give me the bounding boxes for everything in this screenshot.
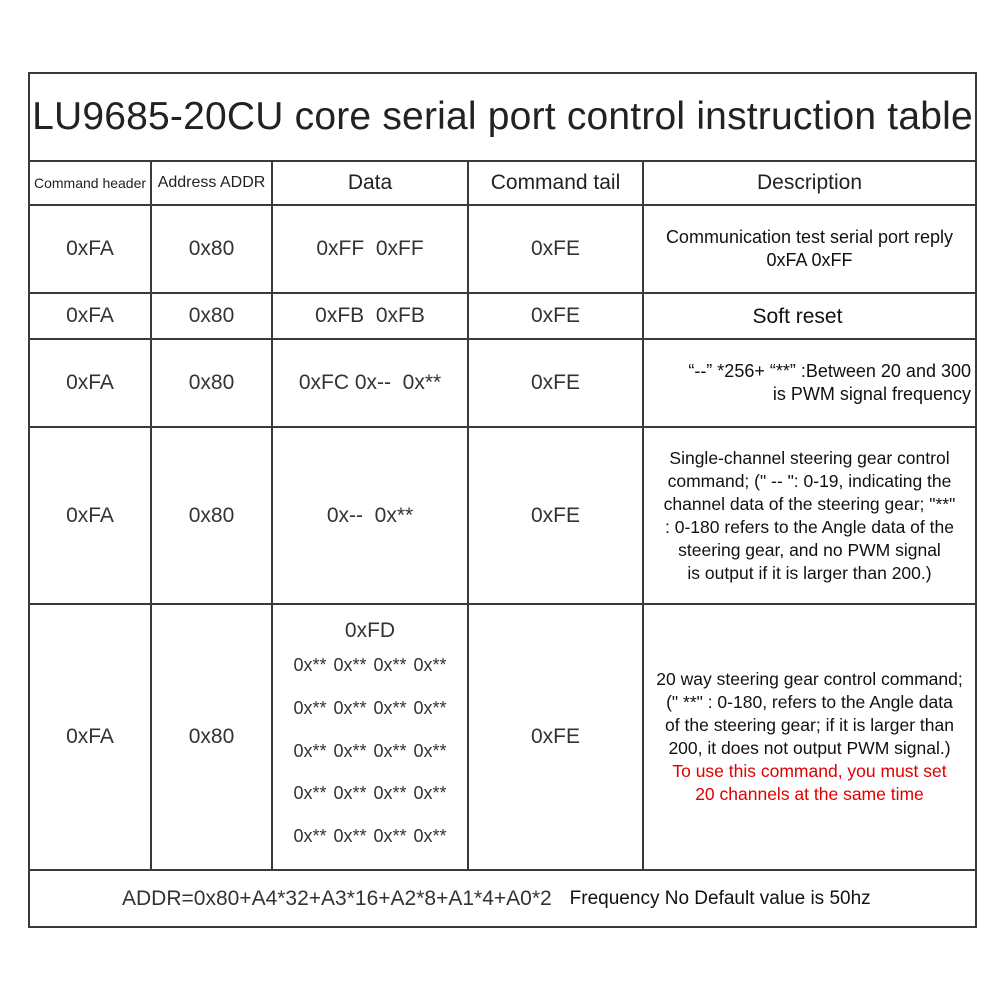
row3-command-tail: 0xFE: [530, 371, 580, 394]
header-command-tail: Command tail: [490, 171, 621, 194]
row4-command-tail: 0xFE: [530, 503, 580, 527]
description-line: command; (" -- ": 0-19, indicating the: [667, 470, 952, 491]
warning-line: 20 channels at the same time: [695, 784, 924, 804]
warning-line: To use this command, you must set: [672, 761, 947, 781]
description-line: channel data of the steering gear; "**": [663, 493, 956, 514]
row5-address: 0x80: [188, 725, 235, 748]
table-footer: [30, 871, 975, 926]
data-grid-row: 0x** 0x** 0x** 0x**: [293, 697, 447, 718]
header-command-header: Command header: [33, 175, 147, 191]
row4-description: [644, 428, 975, 603]
row1-command-header: 0xFA: [66, 237, 114, 260]
row3-address: 0x80: [188, 371, 235, 394]
row2-description: [644, 294, 975, 338]
row2-address: 0x80: [188, 304, 235, 327]
row5-description: [644, 605, 975, 869]
row3-command-header: 0xFA: [66, 371, 114, 394]
data-grid-row: 0x** 0x** 0x** 0x**: [293, 655, 447, 675]
data-head: 0xFD: [344, 619, 396, 642]
header-data: Data: [347, 171, 393, 194]
description-line: Soft reset: [752, 304, 843, 328]
row5-command-header: 0xFA: [66, 725, 114, 748]
frequency-note: Frequency No Default value is 50hz: [569, 887, 871, 909]
data-grid-row: 0x** 0x** 0x** 0x**: [293, 826, 447, 847]
row4-command-header: 0xFA: [66, 503, 114, 527]
description-line: 200, it does not output PWM signal.): [668, 738, 951, 758]
description-line: (" **" : 0-180, refers to the Angle data: [666, 692, 953, 712]
row1-description: [644, 206, 975, 292]
description-line: Communication test serial port reply: [665, 227, 954, 247]
address-formula: ADDR=0x80+A4*32+A3*16+A2*8+A1*4+A0*2: [122, 886, 552, 910]
description-line: of the steering gear; if it is larger than: [665, 715, 954, 735]
description-line: “--” *256+ “**” :Between 20 and 300: [688, 361, 971, 381]
instruction-table: [28, 72, 977, 928]
description-line: Single-channel steering gear control: [669, 447, 950, 468]
data-grid-row: 0x** 0x** 0x** 0x**: [293, 740, 447, 761]
row4-address: 0x80: [188, 503, 235, 527]
row1-command-tail: 0xFE: [530, 237, 580, 260]
description-line: 20 way steering gear control command;: [656, 669, 963, 689]
row2-command-header: 0xFA: [66, 304, 114, 327]
header-address: Address ADDR: [157, 174, 266, 191]
row4-data: 0x-- 0x**: [326, 503, 414, 527]
row2-command-tail: 0xFE: [530, 304, 580, 327]
description-line: 0xFA 0xFF: [766, 250, 853, 270]
header-description: Description: [756, 171, 863, 194]
row2-data: 0xFB 0xFB: [315, 304, 425, 327]
data-grid-row: 0x** 0x** 0x** 0x**: [293, 783, 447, 804]
row5-command-tail: 0xFE: [530, 725, 580, 748]
description-line: steering gear, and no PWM signal: [678, 539, 941, 560]
table-title: LU9685-20CU core serial port control instruction table: [32, 95, 973, 138]
row1-data: 0xFF 0xFF: [316, 237, 424, 260]
row1-address: 0x80: [188, 237, 235, 260]
description-line: : 0-180 refers to the Angle data of the: [665, 516, 954, 537]
description-line: is PWM signal frequency: [772, 384, 971, 404]
row3-description: [644, 340, 975, 426]
row5-data: [273, 605, 467, 869]
row3-data: 0xFC 0x-- 0x**: [298, 371, 442, 394]
description-line: is output if it is larger than 200.): [687, 562, 932, 583]
